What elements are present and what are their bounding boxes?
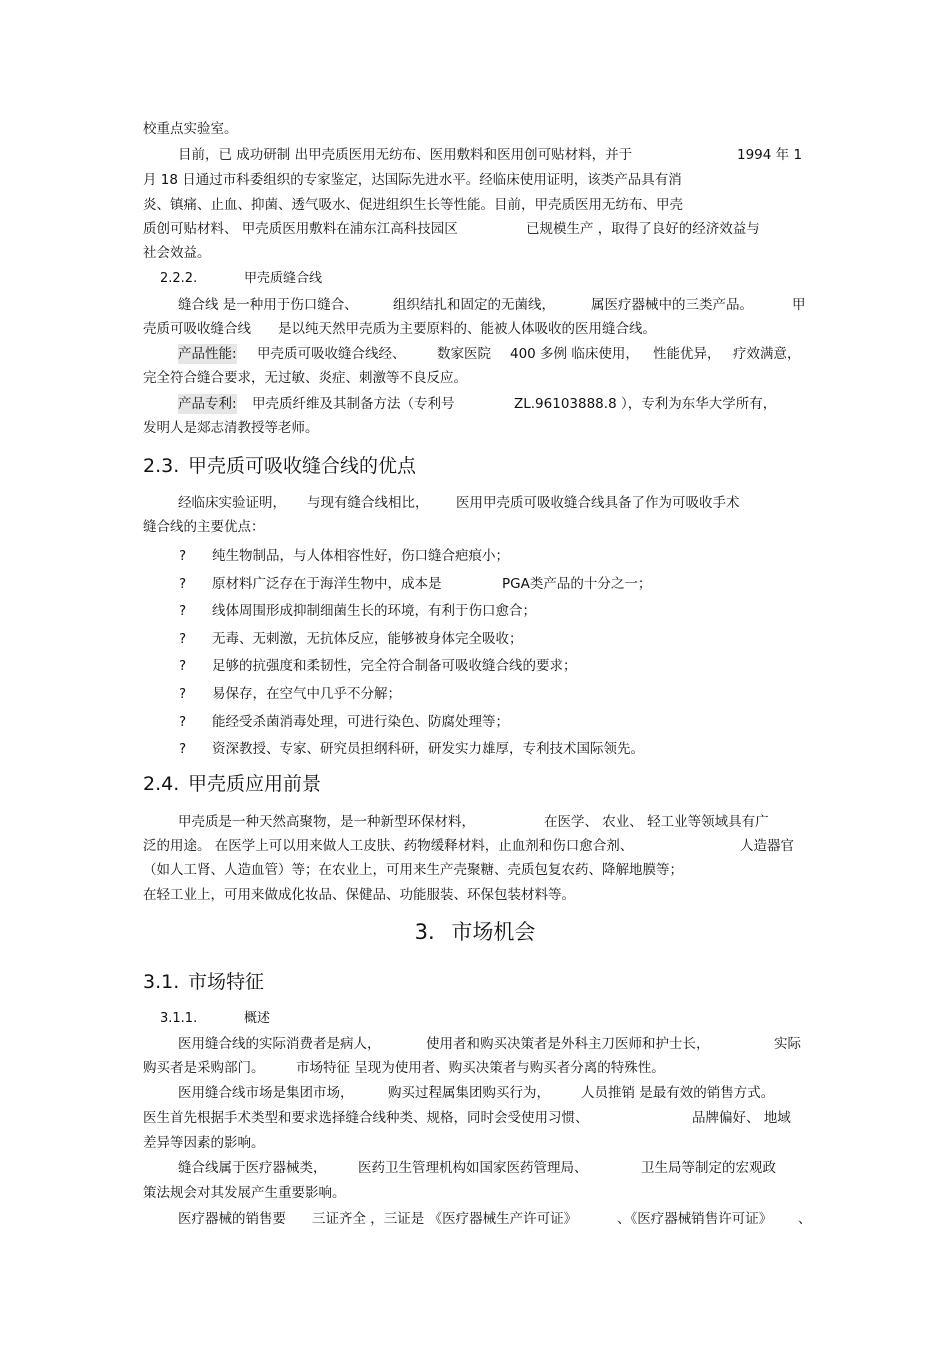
text-span: 购买者是采购部门。 [143,1060,265,1076]
heading-number: 2.2.2. [160,271,198,286]
heading-title: 市场特征 [188,971,265,993]
text-span: 医用甲壳质可吸收缝合线具备了作为可吸收手术 [456,495,740,511]
heading-number: 3. [414,920,435,944]
text-span: 炎、镇痛、止血、抑菌、透气吸水、促进组织生长等性能。目前，甲壳质医用无纺布、甲壳 [143,197,683,213]
list-item-text: 足够的抗强度和柔韧性，完全符合制备可吸收缝合线的要求； [212,658,577,674]
text-span: 使用者和购买决策者是外科主刀医师和护士长， [426,1036,710,1052]
text-span: 、《医疗器械销售许可证》 [617,1211,773,1227]
text-span: 泛的用途。 在医学上可以用来做人工皮肤、药物缓释材料，止血剂和伤口愈合剂、 [143,838,634,854]
heading-title: 甲壳质应用前景 [188,773,322,795]
text-span: 属医疗器械中的三类产品。 [591,297,753,313]
list-item-text: 无毒、无刺激，无抗体反应，能够被身体完全吸收； [212,631,523,647]
bullet-marker: ? [179,603,187,619]
highlighted-label: 产品专利: [178,396,237,412]
heading-number: 2.4. [143,773,180,795]
bullet-marker: ? [179,714,187,730]
heading-title: 甲壳质缝合线 [244,271,323,286]
text-span: 甲 [792,297,806,313]
text-span: 医用缝合线的实际消费者是病人， [178,1036,381,1052]
text-span: 实际 [774,1036,801,1052]
text-span: 与现有缝合线相比， [307,495,429,511]
text-span: 完全符合缝合要求，无过敏、炎症、刺激等不良反应。 [143,370,467,386]
chapter-heading [0,918,950,946]
text-span: 组织结扎和固定的无菌线， [393,297,555,313]
heading-title: 甲壳质可吸收缝合线的优点 [188,455,417,477]
text-span: 市场特征 呈现为使用者、购买决策者与购买者分离的特殊性。 [296,1060,665,1076]
text-span: 医药卫生管理机构如国家医药管理局、 [358,1160,588,1176]
text-span: 缝合线的主要优点： [143,519,265,535]
text-span: 社会效益。 [143,245,211,261]
list-item-text: 线体周围形成抑制细菌生长的环境，有利于伤口愈合； [212,603,536,619]
list-item-text: 资深教授、专家、研究员担纲科研，研发实力雄厚，专利技术国际领先。 [212,741,644,757]
text-span: 差异等因素的影响。 [143,1135,265,1151]
text-span: 甲壳质可吸收缝合线经、 [257,346,406,362]
text-span: 人员推销 是最有效的销售方式。 [581,1085,775,1101]
heading-title: 市场机会 [451,920,536,944]
text-span: 医用缝合线市场是集团市场， [178,1085,354,1101]
text-span: ZL.96103888.8 ），专利为东华大学所有， [514,396,777,412]
text-span: 卫生局等制定的宏观政 [641,1160,776,1176]
text-span: 医生首先根据手术类型和要求选择缝合线种类、规格，同时会受使用习惯、 [143,1110,589,1126]
text-span: 医疗器械的销售要 [178,1211,286,1227]
list-item-text: 原材料广泛存在于海洋生物中，成本是 [212,576,442,592]
text-span: 在医学、 农业、 轻工业等领域具有广 [544,814,769,830]
text-span: 缝合线属于医疗器械类， [178,1160,327,1176]
list-item-text: 纯生物制品，与人体相容性好，伤口缝合疤痕小； [212,548,509,564]
text-span: 品牌偏好、 地域 [692,1110,791,1126]
bullet-marker: ? [179,576,187,592]
text-span: 甲壳质纤维及其制备方法（专利号 [252,396,455,412]
text-span: 、 [798,1211,812,1227]
text-span: 月 18 日通过市科委组织的专家鉴定，达国际先进水平。经临床使用证明，该类产品具有消 [143,172,682,188]
text-span: 已规模生产 ，取得了良好的经济效益与 [526,221,760,237]
bullet-marker: ? [179,686,187,702]
heading-number: 2.3. [143,455,180,477]
text-span: 是以纯天然甲壳质为主要原料的、能被人体吸收的医用缝合线。 [278,321,656,337]
text-span: 人造器官 [740,838,794,854]
text-span: （如人工肾、人造血管）等；在农业上，可用来生产壳聚糖、壳质包复农药、降解地膜等； [143,862,683,878]
text-span: 三证齐全 ，三证是 《医疗器械生产许可证》 [312,1211,578,1227]
list-item-text: PGA类产品的十分之一； [502,576,652,592]
text-span: 校重点实验室。 [143,121,238,137]
bullet-marker: ? [179,741,187,757]
text-span: 性能优异， [653,346,721,362]
text-span: 购买过程属集团购买行为， [388,1085,550,1101]
text-span: 目前，已 成功研制 出甲壳质医用无纺布、医用敷料和医用创可贴材料，并于 [178,147,633,163]
text-span: 甲壳质是一种天然高聚物，是一种新型环保材料， [178,814,475,830]
text-span: 缝合线 是一种用于伤口缝合、 [178,297,358,313]
text-span: 质创可贴材料、 甲壳质医用敷料在浦东江高科技园区 [143,221,458,237]
text-span: 1994 年 1 [737,147,803,163]
text-span: 400 多例 临床使用， [510,346,639,362]
bullet-marker: ? [179,658,187,674]
text-span: 壳质可吸收缝合线 [143,321,251,337]
heading-number: 3.1.1. [160,1011,198,1026]
heading-number: 3.1. [143,971,180,993]
text-span: 疗效满意， [733,346,801,362]
text-span: 经临床实验证明， [178,495,286,511]
heading-title: 概述 [244,1011,271,1026]
bullet-marker: ? [179,548,187,564]
text-span: 发明人是郯志清教授等老师。 [143,420,319,436]
highlighted-label: 产品性能: [178,346,237,362]
list-item-text: 能经受杀菌消毒处理，可进行染色、防腐处理等； [212,714,509,730]
text-span: 策法规会对其发展产生重要影响。 [143,1185,346,1201]
list-item-text: 易保存，在空气中几乎不分解； [212,686,401,702]
text-span: 数家医院 [437,346,491,362]
text-span: 在轻工业上，可用来做成化妆品、保健品、功能服装、环保包装材料等。 [143,887,575,903]
bullet-marker: ? [179,631,187,647]
